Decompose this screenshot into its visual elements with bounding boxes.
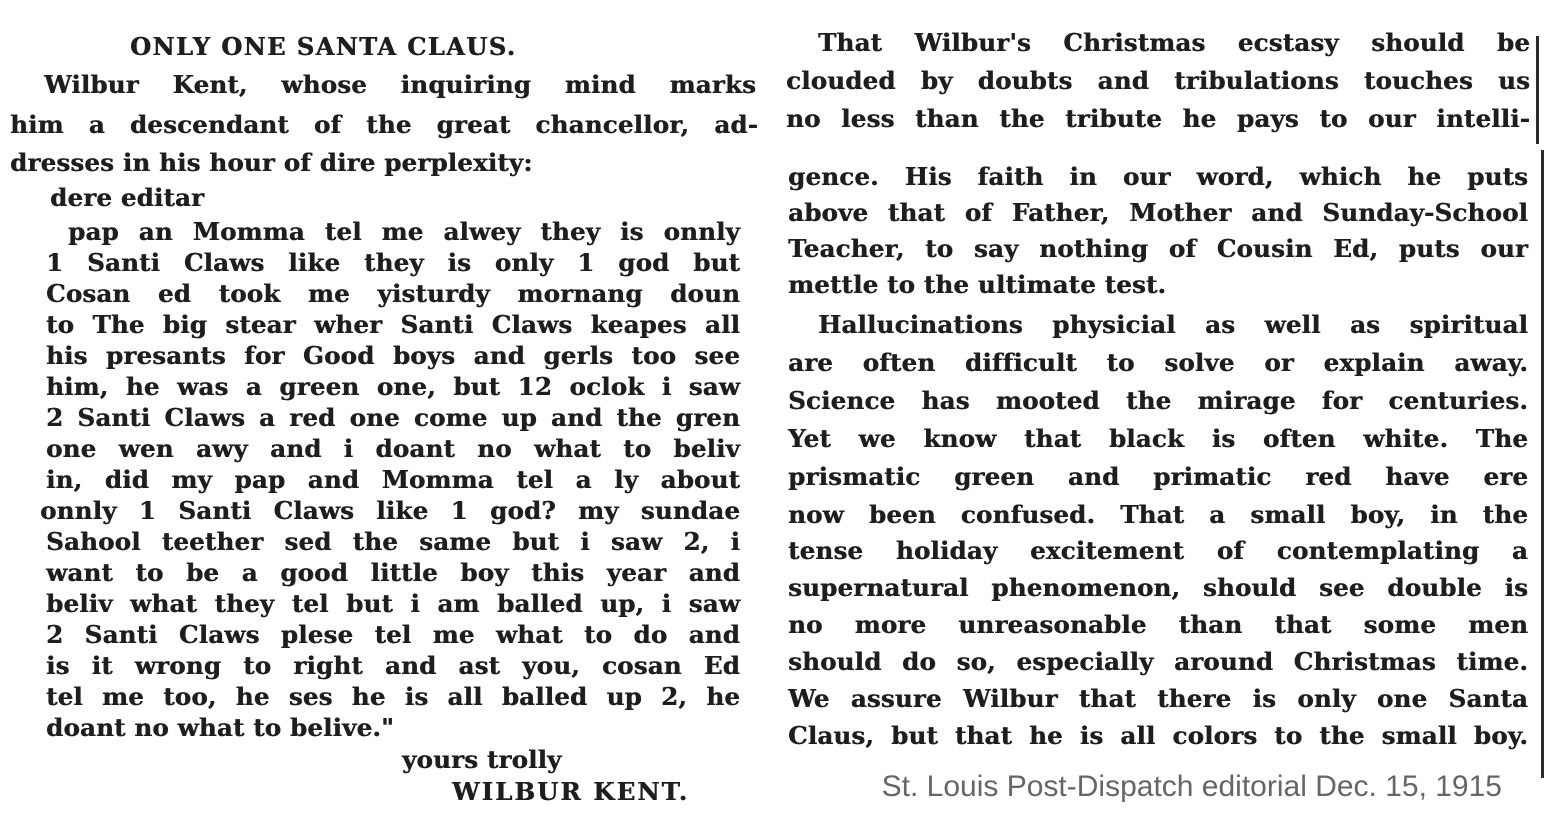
- intro-line: Wilbur Kent, whose inquiring mind marks: [44, 70, 756, 99]
- editorial-line: no more unreasonable than that some men: [788, 610, 1528, 639]
- letter-line: onnly 1 Santi Claws like 1 god? my sundae: [40, 496, 740, 525]
- editorial-line: supernatural phenomenon, should see double is: [788, 573, 1528, 602]
- source-caption: St. Louis Post-Dispatch editorial Dec. 15, 1915: [881, 770, 1502, 803]
- salutation: dere editar: [50, 183, 205, 212]
- editorial-line: Hallucinations physicial as well as spiritual: [818, 310, 1528, 339]
- editorial-line: now been confused. That a small boy, in the: [788, 500, 1528, 529]
- letter-line: pap an Momma tel me alwey they is onnly: [68, 217, 740, 246]
- editorial-line: are often difficult to solve or explain away.: [788, 348, 1528, 377]
- letter-line: is it wrong to right and ast you, cosan Ed: [46, 651, 740, 680]
- letter-line: Cosan ed took me yisturdy mornang doun: [46, 279, 740, 308]
- editorial-line: Yet we know that black is often white. The: [788, 424, 1528, 453]
- letter-line: beliv what they tel but i am balled up, i saw: [46, 589, 740, 618]
- editorial-line: clouded by doubts and tribulations touches us: [786, 66, 1530, 95]
- intro-line: dresses in his hour of dire perplexity:: [10, 148, 533, 177]
- letter-line: want to be a good little boy this year and: [46, 558, 740, 587]
- intro-line: him a descendant of the great chancellor, ad-: [10, 110, 758, 139]
- column-rule: [1536, 36, 1539, 144]
- letter-line: doant no what to belive.": [46, 713, 394, 742]
- editorial-line: tense holiday excitement of contemplating a: [788, 536, 1528, 565]
- letter-line: Sahool teether sed the same but i saw 2, i: [46, 527, 740, 556]
- left-column: [0, 0, 770, 820]
- editorial-line: gence. His faith in our word, which he puts: [788, 162, 1528, 191]
- letter-line: to The big stear wher Santi Claws keapes all: [46, 310, 740, 339]
- editorial-line: should do so, especially around Christmas time.: [788, 647, 1528, 676]
- letter-line: his presants for Good boys and gerls too see: [46, 341, 740, 370]
- editorial-line: Claus, but that he is all colors to the small boy.: [788, 721, 1528, 750]
- editorial-line: no less than the tribute he pays to our intelli-: [786, 104, 1530, 133]
- letter-line: him, he was a green one, but 12 oclok i saw: [46, 372, 740, 401]
- editorial-line: Science has mooted the mirage for centuries.: [788, 386, 1528, 415]
- editorial-line: above that of Father, Mother and Sunday-School: [788, 198, 1528, 227]
- letter-line: 2 Santi Claws plese tel me what to do and: [46, 620, 740, 649]
- letter-line: 2 Santi Claws a red one come up and the gren: [46, 403, 740, 432]
- letter-line: one wen awy and i doant no what to beliv: [46, 434, 740, 463]
- letter-line: tel me too, he ses he is all balled up 2, he: [46, 682, 740, 711]
- editorial-line: mettle to the ultimate test.: [788, 270, 1167, 299]
- editorial-line: We assure Wilbur that there is only one Santa: [788, 684, 1528, 713]
- headline: ONLY ONE SANTA CLAUS.: [130, 32, 517, 61]
- column-rule: [1541, 150, 1544, 778]
- editorial-line: Teacher, to say nothing of Cousin Ed, puts our: [788, 234, 1528, 263]
- letter-line: in, did my pap and Momma tel a ly about: [46, 465, 740, 494]
- letter-line: 1 Santi Claws like they is only 1 god but: [46, 248, 740, 277]
- letter-closing: yours trolly: [402, 745, 562, 774]
- right-column: [778, 0, 1548, 820]
- editorial-line: That Wilbur's Christmas ecstasy should be: [818, 28, 1530, 57]
- letter-signature: WILBUR KENT.: [452, 777, 690, 806]
- editorial-line: prismatic green and primatic red have ere: [788, 462, 1528, 491]
